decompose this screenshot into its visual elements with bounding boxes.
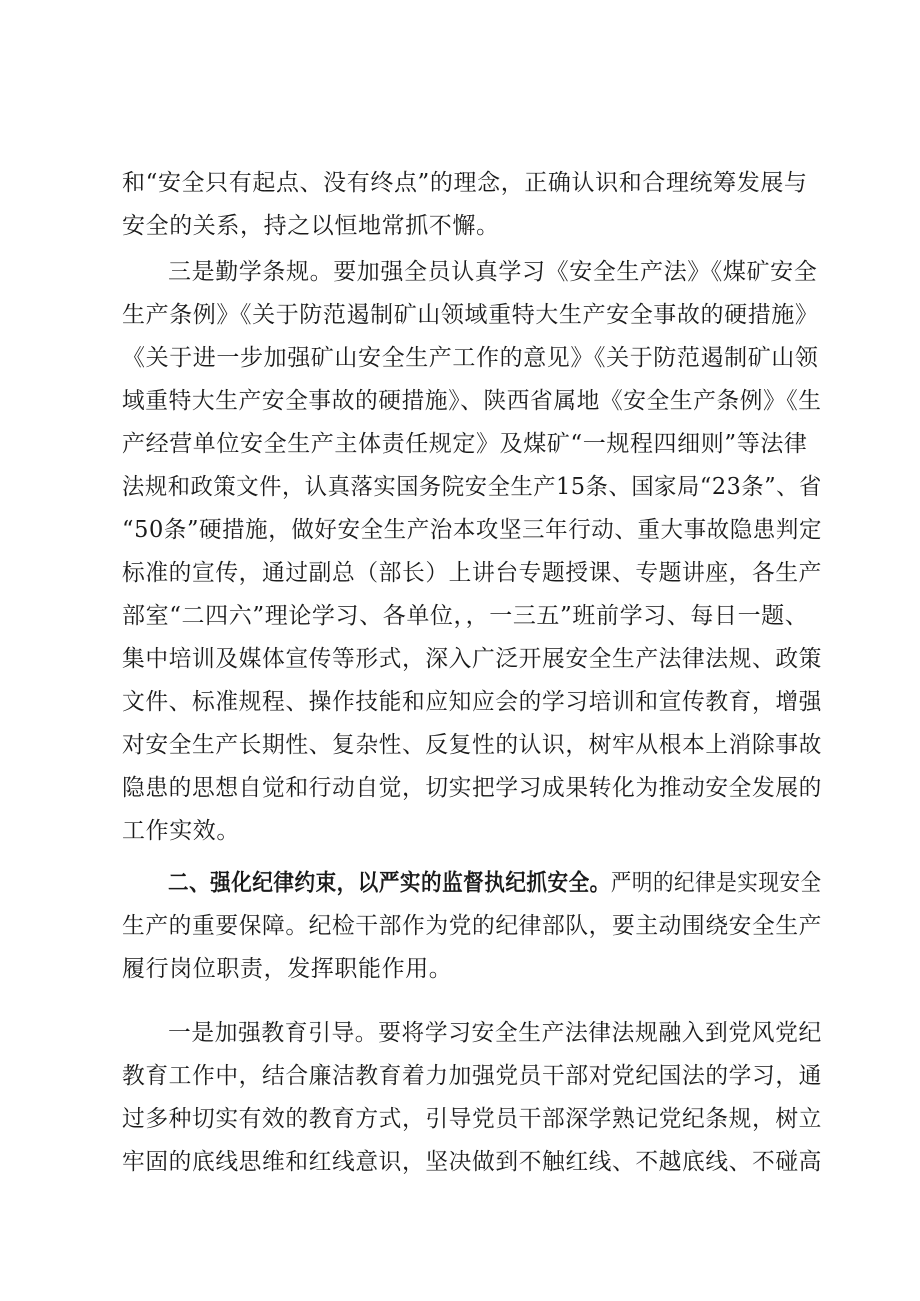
text-line: 一是加强教育引导。要将学习安全生产法律法规融入到党风党纪 [168, 1020, 822, 1046]
text-line: 工作实效。 [122, 818, 240, 844]
text-line: 对安全生产长期性、复杂性、反复性的认识，树牢从根本上消除事故 [122, 732, 822, 758]
section-heading-line [168, 868, 822, 898]
text-line: 牢固的底线思维和红线意识，坚决做到不触红线、不越底线、不碰高 [122, 1149, 822, 1175]
text-line: 教育工作中，结合廉洁教育着力加强党员干部对党纪国法的学习，通 [122, 1063, 822, 1089]
text-line: 隐患的思想自觉和行动自觉，切实把学习成果转化为推动安全发展的 [122, 775, 822, 801]
text-line: 《关于进一步加强矿山安全生产工作的意见》《关于防范遏制矿山领 [122, 345, 819, 371]
text-line: 三是勤学条规。要加强全员认真学习《安全生产法》《煤矿安全 [168, 259, 818, 285]
text-line: 文件、标准规程、操作技能和应知应会的学习培训和宣传教育，增强 [122, 689, 822, 715]
text-line: 标准的宣传，通过副总（部长）上讲台专题授课、专题讲座，各生产 [122, 560, 822, 586]
text-line: 和“安全只有起点、没有终点”的理念，正确认识和合理统筹发展与 [122, 170, 808, 196]
text-run: 严明的纪律是实现安全 [610, 870, 822, 896]
section-heading: 二、强化纪律约束，以严实的监督执纪抓安全。 [168, 870, 611, 896]
text-line: 履行岗位职责，发挥职能作用。 [122, 956, 453, 982]
text-line: 域重特大生产安全事故的硬措施》、陕西省属地《安全生产条例》《生 [122, 388, 822, 414]
text-line: 法规和政策文件，认真落实国务院安全生产15条、国家局“23条”、省 [122, 474, 822, 500]
text-line: 生产的重要保障。纪检干部作为党的纪律部队，要主动围绕安全生产 [122, 913, 822, 939]
text-line: 生产条例》《关于防范遏制矿山领域重特大生产安全事故的硬措施》 [122, 302, 819, 328]
text-line: 集中培训及媒体宣传等形式，深入广泛开展安全生产法律法规、政策 [122, 646, 822, 672]
text-line: 部室“二四六”理论学习、各单位，，一三五”班前学习、每日一题、 [122, 603, 809, 629]
text-line: 过多种切实有效的教育方式，引导党员干部深学熟记党纪条规，树立 [122, 1106, 822, 1132]
text-line: “50条”硬措施，做好安全生产治本攻坚三年行动、重大事故隐患判定 [122, 517, 823, 543]
text-line: 安全的关系，持之以恒地常抓不懈。 [122, 213, 500, 239]
text-line: 产经营单位安全生产主体责任规定》及煤矿“一规程四细则”等法律 [122, 431, 808, 457]
